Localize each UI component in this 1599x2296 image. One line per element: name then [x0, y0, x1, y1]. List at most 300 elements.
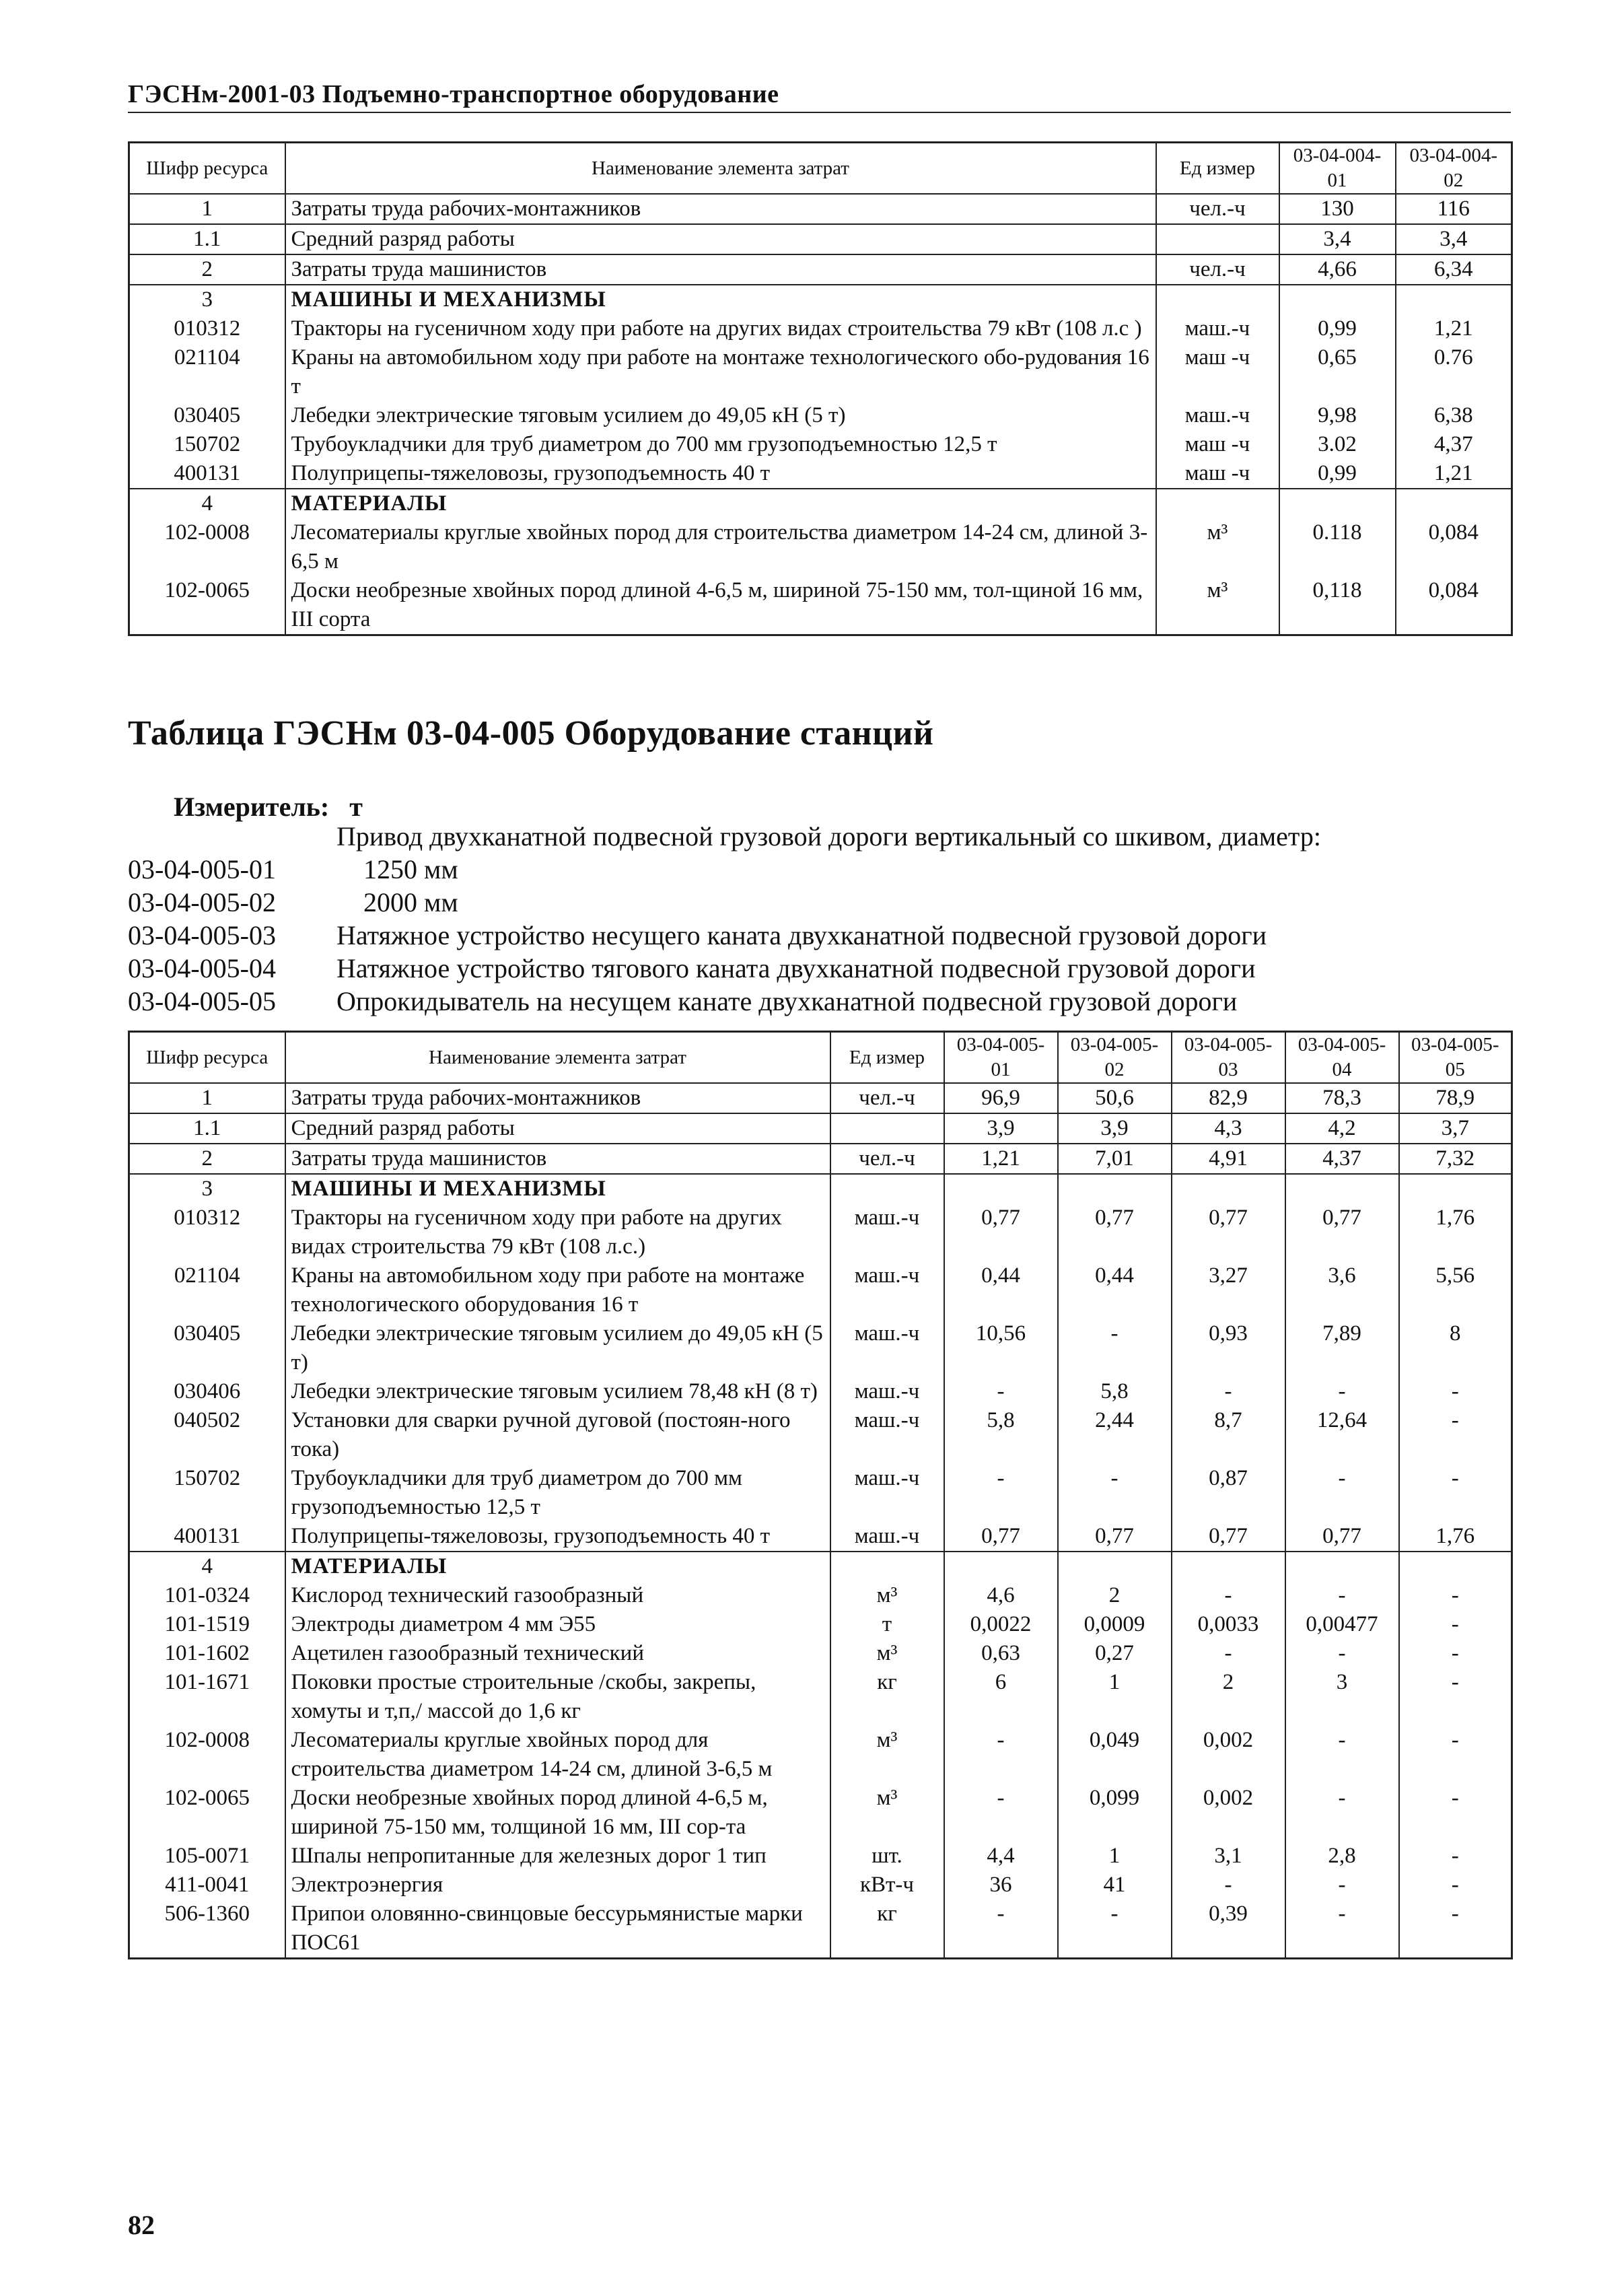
unit-cell — [1156, 285, 1279, 314]
value-cell: 3,9 — [944, 1113, 1058, 1144]
value-cell: 4,2 — [1285, 1113, 1399, 1144]
unit-cell: маш.-ч — [830, 1204, 944, 1261]
header-code: Шифр ресурса — [129, 1032, 285, 1084]
table2-body — [129, 1083, 1512, 1959]
unit-cell: м³ — [1156, 518, 1279, 576]
value-cell: - — [1399, 1581, 1512, 1610]
unit-cell: маш.-ч — [1156, 401, 1279, 430]
value-cell: 0,77 — [944, 1204, 1058, 1261]
resource-code: 1.1 — [129, 224, 285, 254]
resource-code: 030405 — [129, 401, 285, 430]
value-cell: 0,77 — [1285, 1204, 1399, 1261]
value-cell: 3 — [1285, 1668, 1399, 1726]
cost-element-name: Тракторы на гусеничном ходу при работе на других видах строительства 79 кВт (108 л.с.) — [285, 1204, 830, 1261]
value-cell: - — [1058, 1900, 1172, 1959]
unit-cell: кг — [830, 1668, 944, 1726]
header-col-2: 03-04-005-02 — [1058, 1032, 1172, 1084]
item-text: 1250 мм — [363, 854, 458, 884]
value-cell: 0,44 — [1058, 1261, 1172, 1319]
cost-element-name: Лебедки электрические тяговым усилием до 49,05 кН (5 т) — [285, 1319, 830, 1377]
value-cell: 0,0033 — [1172, 1610, 1285, 1639]
cost-element-name: Трубоукладчики для труб диаметром до 700 мм грузоподъемностью 12,5 т — [285, 1464, 830, 1522]
item-code: 03-04-005-01 — [128, 854, 276, 884]
value-cell: 0,77 — [1058, 1204, 1172, 1261]
value-cell: 0,77 — [1285, 1522, 1399, 1552]
unit-cell: маш -ч — [1156, 343, 1279, 401]
value-cell: 0,002 — [1172, 1784, 1285, 1842]
header-col-1: 03-04-005-01 — [944, 1032, 1058, 1084]
value-cell: 1,21 — [1396, 459, 1512, 489]
item-text: 2000 мм — [363, 887, 458, 917]
header-col-4: 03-04-005-04 — [1285, 1032, 1399, 1084]
table-row — [129, 1113, 1512, 1144]
value-cell: 0,63 — [944, 1639, 1058, 1668]
value-cell: - — [1172, 1639, 1285, 1668]
unit-cell — [1156, 489, 1279, 518]
header-col-3: 03-04-005-03 — [1172, 1032, 1285, 1084]
value-cell: 4,6 — [944, 1581, 1058, 1610]
value-cell: 0,77 — [1172, 1204, 1285, 1261]
value-cell: 1,21 — [944, 1144, 1058, 1174]
cost-element-name: Краны на автомобильном ходу при работе на монтаже технологического обо-рудования 16 т — [285, 343, 1156, 401]
cost-element-name: Электроды диаметром 4 мм Э55 — [285, 1610, 830, 1639]
table-header-row — [129, 143, 1512, 195]
cost-element-name: Полуприцепы-тяжеловозы, грузоподъемность 40 т — [285, 459, 1156, 489]
value-cell: 0,099 — [1058, 1784, 1172, 1842]
cost-element-name: Шпалы непропитанные для железных дорог 1 тип — [285, 1842, 830, 1871]
header-col-5: 03-04-005-05 — [1399, 1032, 1512, 1084]
header-name: Наименование элемента затрат — [285, 1032, 830, 1084]
value-cell: 8,7 — [1172, 1406, 1285, 1464]
value-cell: 2 — [1058, 1581, 1172, 1610]
cost-element-name: Средний разряд работы — [285, 224, 1156, 254]
table-header-row — [129, 1032, 1512, 1084]
value-cell: - — [1058, 1319, 1172, 1377]
value-cell: - — [1285, 1581, 1399, 1610]
value-cell — [1279, 285, 1396, 314]
unit-cell: м³ — [830, 1639, 944, 1668]
value-cell: 50,6 — [1058, 1083, 1172, 1113]
value-cell: 0,27 — [1058, 1639, 1172, 1668]
unit-cell — [830, 1174, 944, 1204]
unit-cell: кВт-ч — [830, 1871, 944, 1900]
item-text: Натяжное устройство несущего каната двухканатной подвесной грузовой дороги — [336, 920, 1267, 950]
meter-line — [174, 791, 363, 823]
value-cell: - — [1058, 1464, 1172, 1522]
table1-body — [129, 194, 1512, 635]
unit-cell: маш -ч — [1156, 459, 1279, 489]
unit-cell: шт. — [830, 1842, 944, 1871]
value-cell: 2,8 — [1285, 1842, 1399, 1871]
resource-code: 411-0041 — [129, 1871, 285, 1900]
value-cell — [1285, 1174, 1399, 1204]
cost-element-name: Поковки простые строительные /скобы, закрепы, хомуты и т,п,/ массой до 1,6 кг — [285, 1668, 830, 1726]
table-row — [129, 1319, 1512, 1377]
unit-cell: чел.-ч — [1156, 194, 1279, 224]
value-cell: 41 — [1058, 1871, 1172, 1900]
value-cell: - — [944, 1377, 1058, 1406]
value-cell: 3,27 — [1172, 1261, 1285, 1319]
value-cell: 3,1 — [1172, 1842, 1285, 1871]
resource-code: 101-1602 — [129, 1639, 285, 1668]
value-cell: 36 — [944, 1871, 1058, 1900]
resource-code: 010312 — [129, 314, 285, 343]
value-cell: - — [1285, 1726, 1399, 1784]
cost-element-name: Трубоукладчики для труб диаметром до 700 мм грузоподъемностью 12,5 т — [285, 430, 1156, 459]
cost-element-name: Затраты труда машинистов — [285, 254, 1156, 285]
value-cell: 6 — [944, 1668, 1058, 1726]
intro-text: Привод двухканатной подвесной грузовой дороги вертикальный со шкивом, диаметр: — [336, 821, 1321, 851]
value-cell: 7,32 — [1399, 1144, 1512, 1174]
value-cell: 3,4 — [1396, 224, 1512, 254]
unit-cell: маш.-ч — [830, 1377, 944, 1406]
value-cell: 12,64 — [1285, 1406, 1399, 1464]
value-cell: 0,002 — [1172, 1726, 1285, 1784]
value-cell: - — [944, 1726, 1058, 1784]
value-cell: - — [1399, 1639, 1512, 1668]
table-row — [129, 1610, 1512, 1639]
cost-element-name: Лесоматериалы круглые хвойных пород для строительства диаметром 14-24 см, длиной 3-6,5 м — [285, 1726, 830, 1784]
table-row — [129, 576, 1512, 635]
unit-cell — [1156, 224, 1279, 254]
value-cell: 0,44 — [944, 1261, 1058, 1319]
resource-code: 4 — [129, 489, 285, 518]
cost-element-name: Лебедки электрические тяговым усилием до 49,05 кН (5 т) — [285, 401, 1156, 430]
cost-element-name: Ацетилен газообразный технический — [285, 1639, 830, 1668]
value-cell: 0,99 — [1279, 459, 1396, 489]
cost-element-name: Доски необрезные хвойных пород длиной 4-6,5 м, шириной 75-150 мм, тол-щиной 16 мм, III сорта — [285, 576, 1156, 635]
value-cell — [1285, 1552, 1399, 1581]
unit-cell: маш -ч — [1156, 430, 1279, 459]
resource-code: 2 — [129, 254, 285, 285]
resource-code: 1 — [129, 194, 285, 224]
value-cell: 96,9 — [944, 1083, 1058, 1113]
value-cell: - — [1399, 1406, 1512, 1464]
resource-code: 101-1671 — [129, 1668, 285, 1726]
cost-element-name: Затраты труда рабочих-монтажников — [285, 1083, 830, 1113]
value-cell: 2 — [1172, 1668, 1285, 1726]
table-row — [129, 518, 1512, 576]
list-item — [128, 985, 1321, 1018]
header-name: Наименование элемента затрат — [285, 143, 1156, 195]
cost-element-name: Установки для сварки ручной дуговой (постоян-ного тока) — [285, 1406, 830, 1464]
resource-code: 3 — [129, 1174, 285, 1204]
value-cell: 6,34 — [1396, 254, 1512, 285]
value-cell: 0,084 — [1396, 518, 1512, 576]
table-row — [129, 1871, 1512, 1900]
item-code: 03-04-005-04 — [128, 953, 276, 983]
value-cell: 5,56 — [1399, 1261, 1512, 1319]
unit-cell: маш.-ч — [830, 1261, 944, 1319]
cost-element-name: Полуприцепы-тяжеловозы, грузоподъемность 40 т — [285, 1522, 830, 1552]
cost-element-name: Доски необрезные хвойных пород длиной 4-6,5 м, шириной 75-150 мм, толщиной 16 мм, III сор-та — [285, 1784, 830, 1842]
value-cell: 10,56 — [944, 1319, 1058, 1377]
value-cell: - — [1399, 1726, 1512, 1784]
table-row — [129, 1377, 1512, 1406]
value-cell — [1399, 1174, 1512, 1204]
unit-cell: м³ — [830, 1726, 944, 1784]
unit-cell: м³ — [1156, 576, 1279, 635]
value-cell: 130 — [1279, 194, 1396, 224]
value-cell: 3,4 — [1279, 224, 1396, 254]
value-cell: 4,37 — [1396, 430, 1512, 459]
value-cell: 1 — [1058, 1842, 1172, 1871]
resource-code: 105-0071 — [129, 1842, 285, 1871]
value-cell: - — [1399, 1377, 1512, 1406]
value-cell: 7,01 — [1058, 1144, 1172, 1174]
value-cell: 116 — [1396, 194, 1512, 224]
table-row — [129, 1784, 1512, 1842]
table-row — [129, 1581, 1512, 1610]
table-row — [129, 285, 1512, 314]
table-row — [129, 1204, 1512, 1261]
unit-cell: чел.-ч — [830, 1144, 944, 1174]
value-cell — [1279, 489, 1396, 518]
value-cell — [1399, 1552, 1512, 1581]
value-cell — [944, 1552, 1058, 1581]
value-cell: 1 — [1058, 1668, 1172, 1726]
value-cell: 5,8 — [1058, 1377, 1172, 1406]
value-cell: 4,37 — [1285, 1144, 1399, 1174]
resource-code: 4 — [129, 1552, 285, 1581]
value-cell: 0,0009 — [1058, 1610, 1172, 1639]
table-row — [129, 489, 1512, 518]
value-cell — [1058, 1552, 1172, 1581]
cost-element-name: Тракторы на гусеничном ходу при работе на других видах строительства 79 кВт (108 л.с ) — [285, 314, 1156, 343]
cost-element-name: Лесоматериалы круглые хвойных пород для строительства диаметром 14-24 см, длиной 3-6,5 м — [285, 518, 1156, 576]
value-cell: - — [1172, 1377, 1285, 1406]
resource-table-004 — [128, 141, 1513, 636]
value-cell — [1172, 1174, 1285, 1204]
table-row — [129, 1261, 1512, 1319]
value-cell: - — [1285, 1639, 1399, 1668]
item-text: Опрокидыватель на несущем канате двухканатной подвесной грузовой дороги — [336, 986, 1238, 1016]
value-cell — [1058, 1174, 1172, 1204]
cost-element-name: МАТЕРИАЛЫ — [285, 1552, 830, 1581]
resource-code: 2 — [129, 1144, 285, 1174]
cost-element-name: Затраты труда рабочих-монтажников — [285, 194, 1156, 224]
value-cell: 0,39 — [1172, 1900, 1285, 1959]
value-cell: 4,66 — [1279, 254, 1396, 285]
table-row — [129, 1726, 1512, 1784]
value-cell: - — [1399, 1871, 1512, 1900]
resource-code: 102-0065 — [129, 1784, 285, 1842]
value-cell: 0,084 — [1396, 576, 1512, 635]
item-text: Натяжное устройство тягового каната двухканатной подвесной грузовой дороги — [336, 953, 1256, 983]
table-row — [129, 343, 1512, 401]
value-cell: - — [1399, 1610, 1512, 1639]
table-row — [129, 314, 1512, 343]
value-cell: 0,99 — [1279, 314, 1396, 343]
table-row — [129, 1552, 1512, 1581]
unit-cell: маш.-ч — [830, 1522, 944, 1552]
value-cell: - — [1399, 1842, 1512, 1871]
unit-cell: м³ — [830, 1784, 944, 1842]
unit-cell: маш.-ч — [830, 1319, 944, 1377]
value-cell: - — [944, 1464, 1058, 1522]
value-cell: 1,76 — [1399, 1204, 1512, 1261]
table-row — [129, 1144, 1512, 1174]
list-item — [128, 853, 1321, 886]
unit-cell: м³ — [830, 1581, 944, 1610]
page-header: ГЭСНм-2001-03 Подъемно-транспортное оборудование — [128, 79, 1511, 113]
value-cell: 0,87 — [1172, 1464, 1285, 1522]
cost-element-name: Припои оловянно-свинцовые бессурьмянистые марки ПОС61 — [285, 1900, 830, 1959]
resource-code: 040502 — [129, 1406, 285, 1464]
value-cell — [1396, 285, 1512, 314]
value-cell: - — [1285, 1784, 1399, 1842]
header-unit: Ед измер — [830, 1032, 944, 1084]
value-cell: 3.02 — [1279, 430, 1396, 459]
resource-code: 102-0008 — [129, 518, 285, 576]
value-cell: 0.76 — [1396, 343, 1512, 401]
value-cell: 4,3 — [1172, 1113, 1285, 1144]
resource-code: 1 — [129, 1083, 285, 1113]
value-cell: - — [1172, 1581, 1285, 1610]
value-cell: - — [1399, 1464, 1512, 1522]
value-cell: - — [1399, 1668, 1512, 1726]
value-cell: 3,6 — [1285, 1261, 1399, 1319]
table-row — [129, 1522, 1512, 1552]
resource-code: 101-0324 — [129, 1581, 285, 1610]
table-row — [129, 401, 1512, 430]
value-cell: - — [1285, 1377, 1399, 1406]
cost-element-name: Кислород технический газообразный — [285, 1581, 830, 1610]
unit-cell — [830, 1552, 944, 1581]
item-code: 03-04-005-05 — [128, 986, 276, 1016]
unit-cell: т — [830, 1610, 944, 1639]
value-cell: 0,049 — [1058, 1726, 1172, 1784]
table-row — [129, 1639, 1512, 1668]
value-cell: 0,93 — [1172, 1319, 1285, 1377]
resource-code: 1.1 — [129, 1113, 285, 1144]
value-cell: 0,00477 — [1285, 1610, 1399, 1639]
header-col-1: 03-04-004-01 — [1279, 143, 1396, 195]
table-row — [129, 430, 1512, 459]
resource-code: 102-0065 — [129, 576, 285, 635]
unit-cell: кг — [830, 1900, 944, 1959]
value-cell: 0,77 — [1058, 1522, 1172, 1552]
intro-line — [128, 820, 1321, 853]
value-cell: 9,98 — [1279, 401, 1396, 430]
cost-element-name: Средний разряд работы — [285, 1113, 830, 1144]
value-cell: - — [1285, 1871, 1399, 1900]
list-item — [128, 886, 1321, 919]
value-cell: 0.118 — [1279, 518, 1396, 576]
meter-label: Измеритель: — [174, 792, 330, 822]
value-cell: 0,65 — [1279, 343, 1396, 401]
value-cell: - — [1399, 1900, 1512, 1959]
value-cell: - — [1285, 1464, 1399, 1522]
value-cell: 1,76 — [1399, 1522, 1512, 1552]
table-row — [129, 1900, 1512, 1959]
table-row — [129, 1464, 1512, 1522]
value-cell: 6,38 — [1396, 401, 1512, 430]
table-row — [129, 1083, 1512, 1113]
unit-cell: маш.-ч — [830, 1406, 944, 1464]
section-title: Таблица ГЭСНм 03-04-005 Оборудование станций — [128, 714, 934, 753]
header-unit: Ед измер — [1156, 143, 1279, 195]
value-cell: 0,118 — [1279, 576, 1396, 635]
table-row — [129, 224, 1512, 254]
value-cell: - — [1172, 1871, 1285, 1900]
cost-element-name: Лебедки электрические тяговым усилием 78,48 кН (8 т) — [285, 1377, 830, 1406]
table-row — [129, 1406, 1512, 1464]
meter-unit: т — [349, 792, 363, 822]
value-cell: 82,9 — [1172, 1083, 1285, 1113]
table-row — [129, 459, 1512, 489]
value-cell: 78,9 — [1399, 1083, 1512, 1113]
resource-code: 010312 — [129, 1204, 285, 1261]
value-cell: 8 — [1399, 1319, 1512, 1377]
value-cell — [1172, 1552, 1285, 1581]
unit-cell — [830, 1113, 944, 1144]
header-code: Шифр ресурса — [129, 143, 285, 195]
list-item — [128, 952, 1321, 985]
value-cell: 7,89 — [1285, 1319, 1399, 1377]
resource-code: 101-1519 — [129, 1610, 285, 1639]
cost-element-name: Электроэнергия — [285, 1871, 830, 1900]
value-cell: 1,21 — [1396, 314, 1512, 343]
resource-code: 021104 — [129, 343, 285, 401]
resource-code: 3 — [129, 285, 285, 314]
cost-element-name: МАШИНЫ И МЕХАНИЗМЫ — [285, 1174, 830, 1204]
value-cell: 78,3 — [1285, 1083, 1399, 1113]
unit-cell: маш.-ч — [1156, 314, 1279, 343]
header-col-2: 03-04-004-02 — [1396, 143, 1512, 195]
value-cell: - — [944, 1900, 1058, 1959]
unit-cell: чел.-ч — [1156, 254, 1279, 285]
resource-code: 506-1360 — [129, 1900, 285, 1959]
value-cell: 0,0022 — [944, 1610, 1058, 1639]
value-cell: 0,77 — [1172, 1522, 1285, 1552]
value-cell: 4,4 — [944, 1842, 1058, 1871]
resource-table-005 — [128, 1031, 1513, 1959]
resource-code: 030405 — [129, 1319, 285, 1377]
resource-code: 150702 — [129, 1464, 285, 1522]
value-cell: - — [1399, 1784, 1512, 1842]
table-row — [129, 194, 1512, 224]
value-cell — [944, 1174, 1058, 1204]
value-cell — [1396, 489, 1512, 518]
value-cell: 3,7 — [1399, 1113, 1512, 1144]
value-cell: 2,44 — [1058, 1406, 1172, 1464]
unit-cell: чел.-ч — [830, 1083, 944, 1113]
table-row — [129, 1174, 1512, 1204]
resource-code: 400131 — [129, 1522, 285, 1552]
resource-code: 400131 — [129, 459, 285, 489]
item-description-list — [128, 820, 1321, 1018]
item-code: 03-04-005-03 — [128, 920, 276, 950]
cost-element-name: Затраты труда машинистов — [285, 1144, 830, 1174]
table-row — [129, 1842, 1512, 1871]
table-row — [129, 254, 1512, 285]
cost-element-name: Краны на автомобильном ходу при работе на монтаже технологического оборудования 16 т — [285, 1261, 830, 1319]
value-cell: - — [1285, 1900, 1399, 1959]
value-cell: 5,8 — [944, 1406, 1058, 1464]
resource-code: 150702 — [129, 430, 285, 459]
unit-cell: маш.-ч — [830, 1464, 944, 1522]
cost-element-name: МАШИНЫ И МЕХАНИЗМЫ — [285, 285, 1156, 314]
item-code: 03-04-005-02 — [128, 887, 276, 917]
value-cell: 0,77 — [944, 1522, 1058, 1552]
table-row — [129, 1668, 1512, 1726]
resource-code: 030406 — [129, 1377, 285, 1406]
resource-code: 102-0008 — [129, 1726, 285, 1784]
value-cell: - — [944, 1784, 1058, 1842]
list-item — [128, 919, 1321, 952]
value-cell: 3,9 — [1058, 1113, 1172, 1144]
